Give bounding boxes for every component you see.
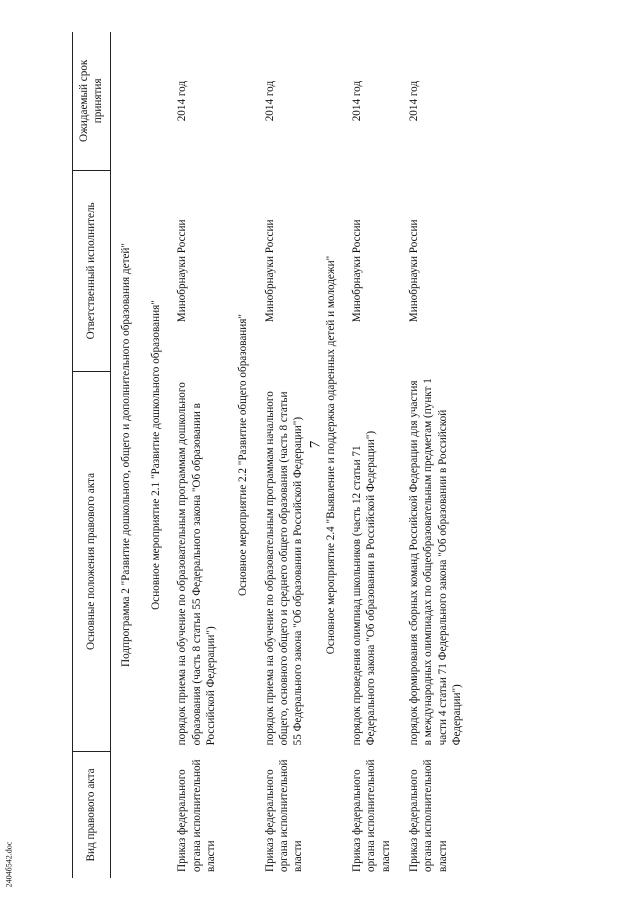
footer-code: 2404б542.doc (4, 841, 14, 888)
cell-act-type: Приказ федерального органа исполнительной власти (407, 759, 449, 872)
table-header-row (73, 32, 111, 878)
header-deadline: Ожидаемый срок принятия (73, 32, 111, 170)
section-row (228, 32, 258, 878)
table-row (346, 32, 403, 878)
table-row (171, 32, 228, 878)
cell-deadline: 2014 год (350, 80, 363, 122)
cell-provisions: порядок приема на обучение по образовательным программам дошкольного образования (часть 8 статьи 55 Федерального закона "Об образовании в Российской Федерации") (176, 382, 217, 746)
subprogram-row (110, 32, 141, 878)
cell-provisions: порядок формирования сборных команд Российской Федерации для участия в международных олимпиадах по общеобразовательным предметам (пункт 1 части 4 статьи 71 Федерального закона "Об образовании в Российской Федерации") (407, 378, 463, 746)
cell-deadline: 2014 год (176, 80, 189, 122)
cell-deadline: 2014 год (263, 80, 276, 122)
cell-act-type: Приказ федерального органа исполнительной власти (350, 759, 392, 872)
legal-acts-table (72, 32, 474, 878)
section-title: Основное мероприятие 2.2 "Развитие общего образования" (237, 314, 250, 596)
rotated-table-container (72, 32, 637, 878)
table-row (259, 32, 316, 878)
cell-provisions: порядок проведения олимпиад школьников (часть 12 статьи 71 Федерального закона "Об образовании в Российской Федерации") (350, 430, 378, 746)
cell-provisions: порядок приема на обучение по образовательным программам начального общего, основного общего и среднего общего образования (часть 8 статьи 55 Федерального закона "Об образовании в Российской Федерации") (263, 391, 305, 746)
cell-executor: Минобрнауки России (176, 219, 189, 323)
cell-act-type: Приказ федерального органа исполнительной власти (263, 759, 305, 872)
cell-deadline: 2014 год (407, 80, 420, 122)
subprogram-title: Подпрограмма 2 "Развитие дошкольного, общего и дополнительного образования детей" (119, 243, 132, 667)
header-executor: Ответственный исполнитель (73, 170, 111, 371)
section-row (316, 32, 346, 878)
section-title: Основное мероприятие 2.1 "Развитие дошкольного образования" (149, 300, 162, 610)
table-row (403, 32, 474, 878)
header-provisions: Основные положения правового акта (73, 372, 111, 752)
cell-executor: Минобрнауки России (407, 219, 420, 323)
cell-executor: Минобрнауки России (263, 219, 276, 323)
section-title: Основное мероприятие 2.4 "Выявление и поддержка одаренных детей и молодежи" (324, 255, 337, 655)
header-act-type: Вид правового акта (73, 751, 111, 878)
page-number: 7 (307, 440, 324, 449)
section-row (141, 32, 171, 878)
cell-executor: Минобрнауки России (350, 219, 363, 323)
cell-act-type: Приказ федерального органа исполнительной власти (176, 759, 217, 872)
